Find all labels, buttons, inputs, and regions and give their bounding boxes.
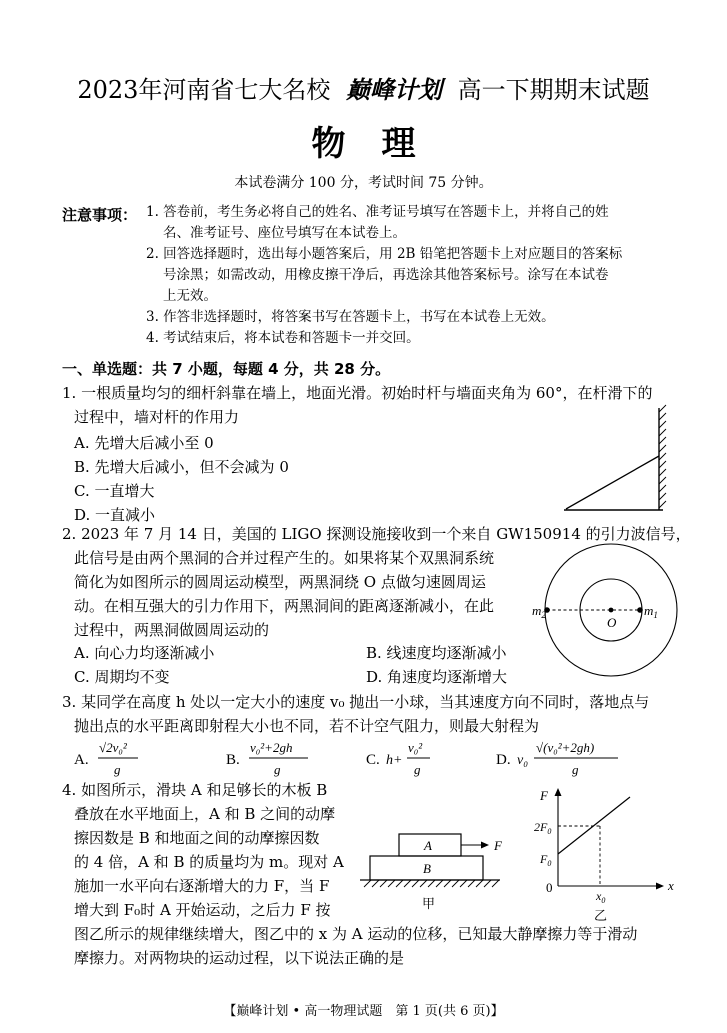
fig-yi-caption: 乙 <box>594 908 608 923</box>
section-heading: 一、单选题：共 7 小题，每题 4 分，共 28 分。 <box>62 360 391 378</box>
q3-option-d-denominator: g <box>572 762 579 777</box>
q1-option-c: C. 一直增大 <box>74 482 155 500</box>
q2-option-b: B. 线速度均逐渐减小 <box>366 644 507 662</box>
o-label: O <box>607 615 617 630</box>
notes-label: 注意事项： <box>62 206 138 224</box>
note-line-4: 号涂黑；如需改动，用橡皮擦干净后，再选涂其他答案标号。涂写在本试卷 <box>163 267 609 283</box>
q4-line-3: 擦因数是 B 和地面之间的动摩擦因数 <box>74 829 320 847</box>
q4-line-8: 摩擦力。对两物块的运动过程，以下说法正确的是 <box>74 949 405 967</box>
q3-option-c-denominator: g <box>414 762 421 777</box>
exam-title <box>0 70 727 105</box>
q4-force-graph <box>528 782 678 928</box>
q3-option-a-label: A. <box>74 752 89 768</box>
q3-option-c-label: C. <box>366 752 380 768</box>
rod-line <box>566 456 659 509</box>
note-line-7: 4. 考试结束后，将本试卷和答题卡一并交回。 <box>146 330 420 346</box>
q4-blocks-figure <box>358 826 518 922</box>
fig-jia-caption: 甲 <box>422 896 436 911</box>
q3-option-a-denominator: g <box>114 762 121 777</box>
x-axis-arrowhead <box>656 883 664 890</box>
m1-label: $m_1$ <box>644 603 658 620</box>
q3-line-2: 抛出点的水平距离即射程大小也不同，若不计空气阻力，则最大射程为 <box>74 717 540 735</box>
f0-label: $F_0$ <box>540 852 552 868</box>
f-axis-arrowhead <box>555 788 562 796</box>
force-arrowhead <box>481 842 489 849</box>
q4-line-2: 叠放在水平地面上，A 和 B 之间的动摩 <box>74 805 336 823</box>
q3-option-b-label: B. <box>226 752 240 768</box>
q3-line-1: 3. 某同学在高度 h 处以一定大小的速度 v₀ 抛出一小球，当其速度方向不同时，落地点与 <box>62 693 650 711</box>
q1-option-d: D. 一直减小 <box>74 506 156 524</box>
q3-option-a-numerator: √2v₀² <box>99 740 127 755</box>
q1-line-2: 过程中，墙对杆的作用力 <box>74 408 240 426</box>
note-line-6: 3. 作答非选择题时，将答案书写在答题卡上，书写在本试卷上无效。 <box>146 309 555 325</box>
m2-label: $m_2$ <box>532 603 546 620</box>
subject-title: 物理 <box>311 124 452 164</box>
q3-option-d-label: D. <box>496 752 511 768</box>
q4-line-5: 施加一水平向右逐渐增大的力 F，当 F <box>74 877 330 895</box>
force-line <box>558 797 630 854</box>
block-a-label: A <box>424 838 432 853</box>
q2-line-3: 简化为如图所示的圆周运动模型，两黑洞绕 O 点做匀速圆周运 <box>74 573 486 591</box>
center-o-dot <box>609 608 614 613</box>
q3-option-c-numerator: v₀² <box>408 740 423 755</box>
note-line-1: 1. 答卷前，考生务必将自己的姓名、准考证号填写在答题卡上，并将自己的姓 <box>146 204 609 220</box>
title-prefix: 2023年河南省七大名校 <box>77 76 331 104</box>
origin-label: 0 <box>546 880 553 895</box>
note-line-5: 上无效。 <box>163 288 217 304</box>
q2-line-2: 此信号是由两个黑洞的合并过程产生的。如果将某个双黑洞系统 <box>74 549 495 567</box>
q3-options <box>70 738 650 780</box>
two-f0-label: $2F_0$ <box>534 820 552 836</box>
q2-option-a: A. 向心力均逐渐减小 <box>74 644 215 662</box>
q1-option-a: A. 先增大后减小至 0 <box>74 434 214 452</box>
x-axis-label: x <box>668 878 674 893</box>
f-axis-label: F <box>540 788 548 803</box>
q2-orbit-figure <box>528 538 693 686</box>
force-label: F <box>494 838 502 853</box>
note-line-3: 2. 回答选择题时，选出每小题答案后，用 2B 铅笔把答题卡上对应题目的答案标 <box>146 246 623 262</box>
q1-rod-wall-figure <box>560 404 674 516</box>
q4-line-6: 增大到 F₀时 A 开始运动，之后力 F 按 <box>74 901 331 919</box>
q1-option-b: B. 先增大后减小，但不会减为 0 <box>74 458 289 476</box>
q4-line-1: 4. 如图所示，滑块 A 和足够长的木板 B <box>62 781 328 799</box>
title-brand: 巅峰计划 <box>346 75 443 104</box>
q2-line-5: 过程中，两黑洞做圆周运动的 <box>74 621 270 639</box>
m1-dot <box>637 607 643 613</box>
q3-option-b-numerator: v₀²+2gh <box>250 740 293 755</box>
q2-line-4: 动。在相互强大的引力作用下，两黑洞间的距离逐渐减小，在此 <box>74 597 495 615</box>
q2-line-1: 2. 2023 年 7 月 14 日，美国的 LIGO 探测设施接收到一个来自 GW150914 的引力波信号， <box>62 525 691 543</box>
wall-hatching <box>659 405 666 508</box>
q4-line-7: 图乙所示的规律继续增大，图乙中的 x 为 A 运动的位移，已知最大静摩擦力等于滑动 <box>74 925 638 943</box>
q3-option-c-prefix: h+ <box>386 753 403 768</box>
title-suffix: 高一下期期末试题 <box>457 76 650 104</box>
q3-option-d-prefix: v₀ <box>517 753 529 768</box>
page-footer: 【巅峰计划 • 高一物理试题 第 1 页(共 6 页)】 <box>223 1004 504 1019</box>
q3-option-b-denominator: g <box>274 762 281 777</box>
ground-hatching <box>364 880 499 887</box>
q2-option-d: D. 角速度均逐渐增大 <box>366 668 508 686</box>
note-line-2: 名、准考证号、座位号填写在本试卷上。 <box>163 225 406 241</box>
x0-label: $x_0$ <box>596 889 606 905</box>
q2-option-c: C. 周期均不变 <box>74 668 170 686</box>
exam-meta: 本试卷满分 100 分，考试时间 75 分钟。 <box>234 175 493 191</box>
q1-line-1: 1. 一根质量均匀的细杆斜靠在墙上，地面光滑。初始时杆与墙面夹角为 60°，在杆滑下的 <box>62 384 653 402</box>
q4-line-4: 的 4 倍，A 和 B 的质量均为 m。现对 A <box>74 853 344 871</box>
board-b-label: B <box>423 861 431 876</box>
q3-option-d-numerator: √(v₀²+2gh) <box>536 740 595 755</box>
